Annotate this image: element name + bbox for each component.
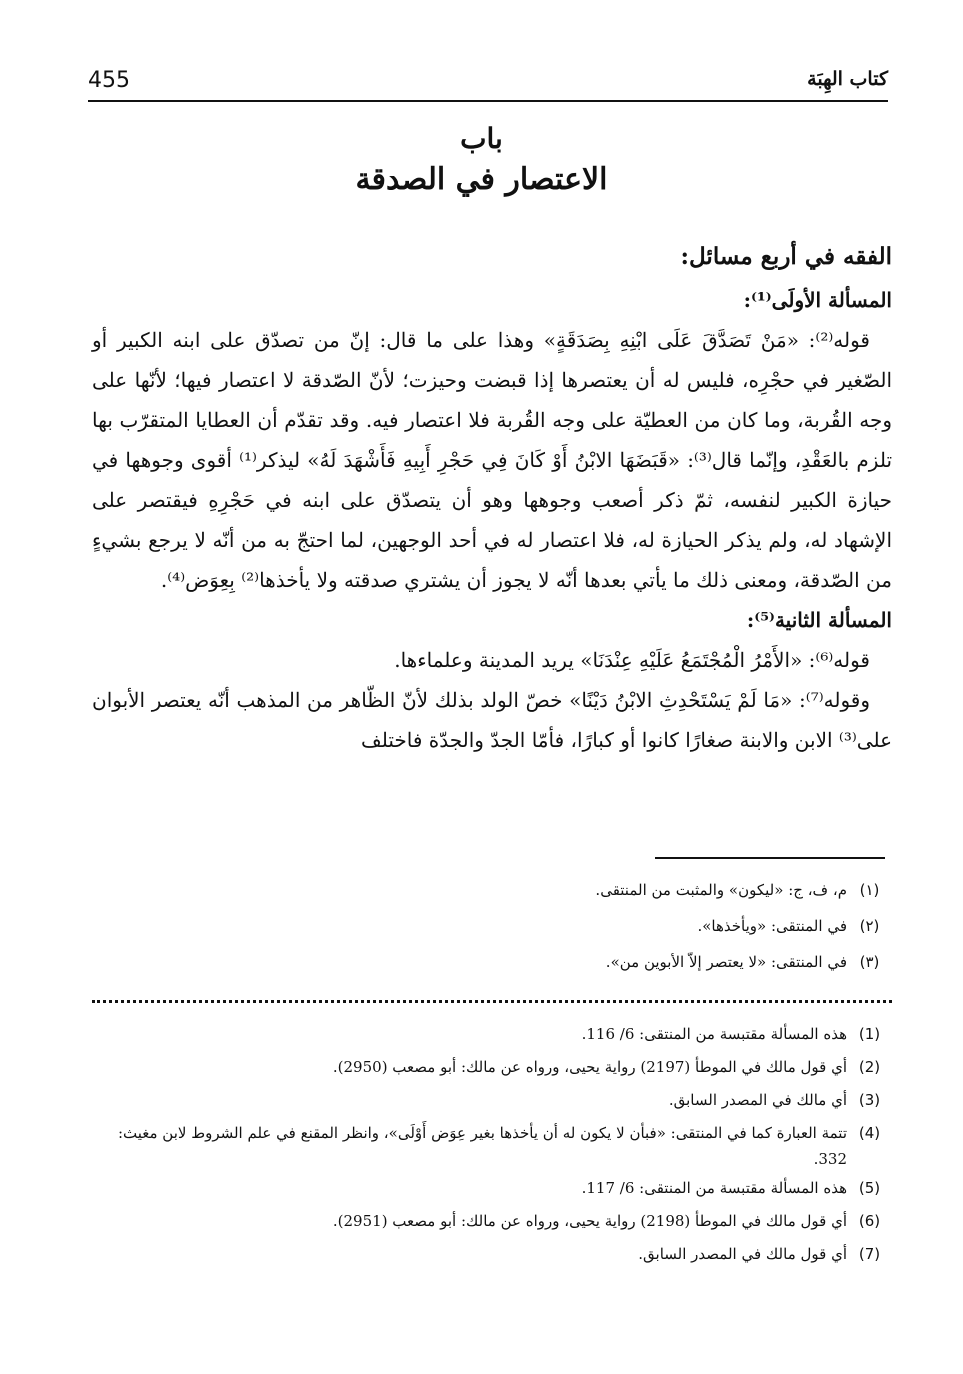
footnote-number: (6) <box>858 1212 881 1230</box>
footnote-number: (7) <box>858 1245 881 1263</box>
chapter-label: باب <box>460 122 503 155</box>
footnote <box>92 1172 892 1205</box>
footnote <box>92 1051 892 1084</box>
footnote-text: أي قول مالك في الموطأ (2197) رواية يحيى، ورواه عن مالك: أبو مصعب (2950). <box>332 1058 847 1076</box>
dotted-separator <box>92 1000 892 1003</box>
footnote-number: (4) <box>858 1124 881 1142</box>
paragraph-2: قوله⁽⁶⁾: «الأَمْرُ الْمُجْتَمَعُ عَلَيْهِ عِنْدَنَا» يريد المدينة وعلماءها. <box>394 648 870 672</box>
footnote-text: م، ف، ج: «ليكون» والمثبت من المنتقى. <box>595 881 847 899</box>
footnote <box>92 1084 892 1117</box>
footnote-number: (٣) <box>859 953 880 971</box>
running-title: كتاب الهِبَة <box>807 68 888 90</box>
footnote <box>92 908 892 944</box>
main-text <box>92 234 892 760</box>
footnote-number: (٢) <box>859 917 880 935</box>
footnote-text: تتمة العبارة كما في المنتقى: «فبأن لا يكون له أن يأخذها بغير عِوَض أَوْلَى»، وانظر المقنع في علم الشروط لابن مغيث: 332. <box>117 1124 847 1168</box>
footnote-number: (3) <box>858 1091 881 1109</box>
section-heading: الفقه في أربع مسائل: <box>680 243 892 270</box>
footnote-rule <box>655 857 885 859</box>
footnote-text: أي مالك في المصدر السابق. <box>668 1091 847 1109</box>
footnote <box>92 1238 892 1271</box>
editor-footnotes <box>92 872 892 980</box>
footnote-text: في المنتقى: «لا يعتصر إلاّ الأبوين من». <box>605 953 847 971</box>
chapter-title: الاعتصار في الصدقة <box>355 162 608 197</box>
footnote <box>92 1018 892 1051</box>
footnote <box>92 872 892 908</box>
page-header <box>88 64 888 104</box>
footnote-number: (5) <box>858 1179 881 1197</box>
paragraph-3: وقوله⁽⁷⁾: «مَا لَمْ يَسْتَحْدِثِ الابْنُ دَيْنًا» خصّ الولد بذلك لأنّ الظّاهر من المذهب أنّه يعتصر الأبوان على⁽³⁾ الابن والابنة صغارًا كانوا أو كبارًا، فأمّا الجدّ والجدّة فاختلف <box>92 688 892 752</box>
footnote-number: (1) <box>858 1025 881 1043</box>
footnote-text: هذه المسألة مقتبسة من المنتقى: 6/ 116. <box>581 1025 847 1043</box>
paragraph-1: قوله⁽²⁾: «مَنْ تَصَدَّقَ عَلَى ابْنِهِ بِصَدَقَةٍ» وهذا على ما قال: إنّ من تصدّق على ابنه الكبير أو الصّغير في حجْرِه، فليس له أن يعتصرها إذا قبضت وحيزت؛ لأنّ الصّدقة لا اعتصار فيها؛ لأنّها على وجه القُربة، وما كان من العطيّة على وجه القُربة فلا اعتصار فيه. وقد تقدّم أن العطايا المتقرّب بها تلزم بالعَقْدِ، وإنّما قال⁽³⁾: «قَبَضَهَا الابْنُ أَوْ كَانَ فِي حَجْرِ أَبِيهِ فَأَشْهَدَ لَهُ» ليذكر⁽¹⁾ أقوى وجوهها في حيازة الكبير لنفسه، ثمّ ذكر أصعب وجوهها وهو أن يتصدّق على ابنه في حَجْرِهِ فيقتصر على الإشهاد له، ولم يذكر الحيازة له، فلا اعتصار له في أحد الوجهين، لما احتجّ به من أنّه لا يرجع بشيءٍ من الصّدقة، ومعنى ذلك ما يأتي بعدها أنّه لا يجوز أن يشتري صدقته ولا يأخذها⁽²⁾ بِعِوَض⁽⁴⁾. <box>92 328 893 592</box>
footnote <box>92 1117 892 1172</box>
footnote-text: في المنتقى: «ويأخذها». <box>697 917 847 935</box>
footnote-text: هذه المسألة مقتبسة من المنتقى: 6/ 117. <box>581 1179 847 1197</box>
footnote <box>92 944 892 980</box>
issue-heading-2: المسألة الثانية⁽⁵⁾: <box>746 608 892 632</box>
footnote-number: (2) <box>858 1058 881 1076</box>
footnote-text: أي قول مالك في المصدر السابق. <box>638 1245 847 1263</box>
footnote-number: (١) <box>859 881 880 899</box>
footnote-text: أي قول مالك في الموطأ (2198) رواية يحيى، ورواه عن مالك: أبو مصعب (2951). <box>332 1212 847 1230</box>
header-rule <box>88 100 888 102</box>
footnote <box>92 1205 892 1238</box>
page-number: 455 <box>88 68 130 93</box>
source-footnotes <box>92 1018 892 1271</box>
issue-heading-1: المسألة الأولَى⁽¹⁾: <box>743 288 892 312</box>
